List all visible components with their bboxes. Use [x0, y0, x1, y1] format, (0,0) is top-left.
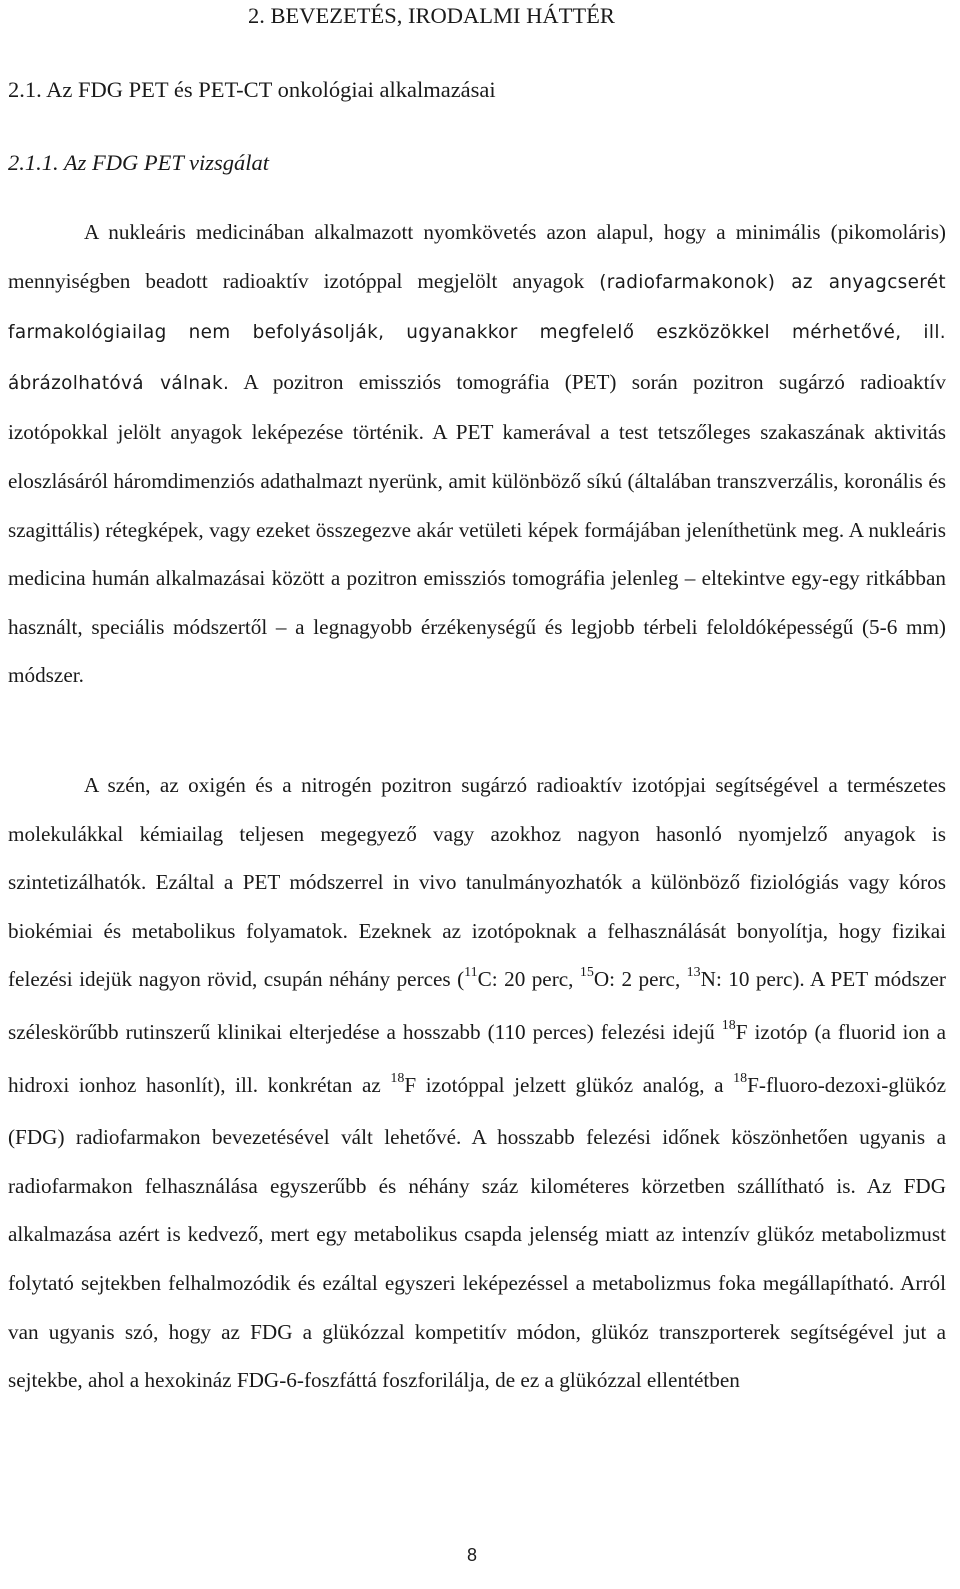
- section-heading: 2.1. Az FDG PET és PET-CT onkológiai alkalmazásai: [8, 77, 496, 102]
- paragraph-1: [8, 208, 946, 700]
- paragraph-2-text-1: A szén, az oxigén és a nitrogén pozitron sugárzó radioaktív izotópjai segítségével a természetes molekulákkal kémiailag teljesen megegyező vagy azokhoz nagyon hasonló nyomjelző anyagok is szintetizálhatók. Ezáltal a PET módszerrel in vivo tanulmányozhatók a különböző fiziológiás vagy kóros biokémiai és metabolikus folyamatok. Ezeknek az izotópoknak a felhasználását bonyolítja, hogy fizikai felezési idejük nagyon rövid, csupán néhány perces (: [8, 773, 946, 992]
- paragraph-1-sentence-4: A PET kamerával a test tetszőleges szakaszának aktivitás eloszlásáról háromdimenziós adathalmazt nyerünk, amit különböző síkú (általában transzverzális, koronális és szagittális) rétegképek, vagy ezeket összegezve akár vetületi képek formájában jeleníthetünk meg.: [8, 420, 946, 542]
- page-number: 8: [467, 1545, 478, 1565]
- paragraph-1-sentence-1: A nukleáris medicinában alkalmazott nyomkövetés azon alapul, hogy a minimális (pikomoláris) mennyiségben beadott radioaktív izotóppal megjelölt anyagok: [8, 220, 946, 293]
- superscript-c11: 11: [464, 965, 478, 981]
- paragraph-2-text-5: F izotóp (a fluorid ion a hidroxi ionhoz hasonlít), ill. konkrétan az: [8, 1019, 946, 1097]
- subsection-heading: 2.1.1. Az FDG PET vizsgálat: [8, 150, 270, 175]
- superscript-f18-b: 18: [390, 1070, 405, 1086]
- paragraph-2-text-7: F-fluoro-dezoxi-glükóz (FDG) radiofarmakon bevezetésével vált lehetővé. A hosszabb felezési időnek köszönhetően ugyanis a radiofarmakon felhasználása egyszerűbb és néhány száz kilométeres körzetben szállítható is. Az FDG alkalmazása azért is kedvező, mert egy metabolikus csapda jelenség miatt az intenzív glükóz metabolizmust folytató sejtekben felhalmozódik és ezáltal egyszeri leképezéssel a metabolizmus foka megállapítható. Arról van ugyanis szó, hogy az FDG a glükózzal kompetitív módon, glükóz transzporterek segítségével jut a sejtekbe, ahol a hexokináz FDG-6-foszfáttá foszforilálja, de ez a glükózzal ellentétben: [8, 1072, 946, 1393]
- superscript-f18-c: 18: [733, 1070, 748, 1086]
- paragraph-2-text-3: O: 2 perc,: [593, 967, 687, 992]
- superscript-n13: 13: [686, 965, 701, 981]
- superscript-o15: 15: [579, 965, 594, 981]
- paragraph-1-sentence-2: (radiofarmakonok) az anyagcserét farmakológiailag nem befolyásolják, ugyanakkor megfelelő eszközökkel mérhetővé, ill. ábrázolhatóvá válnak.: [8, 271, 946, 394]
- superscript-f18-a: 18: [721, 1017, 736, 1033]
- paragraph-2: [8, 761, 946, 1405]
- paragraph-2-text-6: F izotóppal jelzett glükóz analóg, a: [404, 1072, 734, 1097]
- paragraph-2-text-2: C: 20 perc,: [477, 967, 580, 992]
- paragraph-1-sentence-5: A nukleáris medicina humán alkalmazásai között a pozitron emissziós tomográfia jelenleg – eltekintve egy-egy ritkábban használt, speciális módszertől – a legnagyobb érzékenységű és legjobb térbeli feloldóképességű (5-6 mm) módszer.: [8, 517, 947, 688]
- chapter-heading: 2. BEVEZETÉS, IRODALMI HÁTTÉR: [248, 3, 615, 28]
- paragraph-1-sentence-3: A pozitron emissziós tomográfia (PET) során pozitron sugárzó radioaktív izotópokkal jelölt anyagok leképezése történik.: [8, 369, 947, 445]
- paragraph-2-text-4: N: 10 perc). A PET módszer széleskörűbb rutinszerű klinikai elterjedése a hosszabb (110 perces) felezési idejű: [8, 967, 946, 1044]
